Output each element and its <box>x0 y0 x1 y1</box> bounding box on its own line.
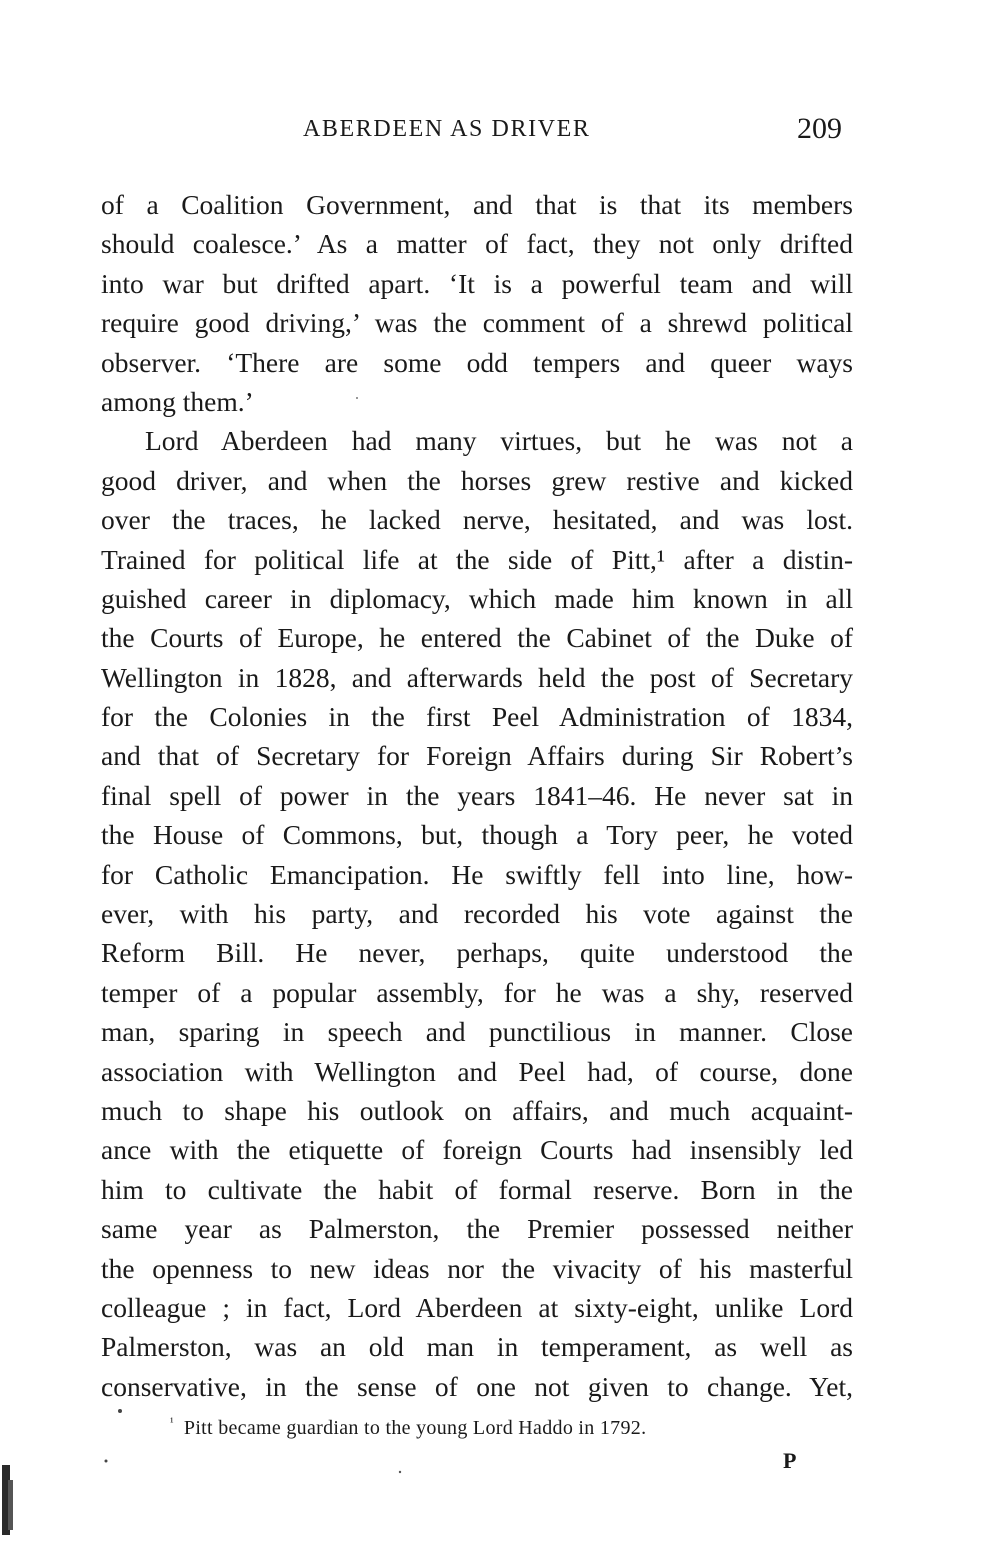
text-line: the openness to new ideas nor the vivacity of his masterful <box>101 1252 853 1284</box>
text-line: ance with the etiquette of foreign Courts had insensibly led <box>101 1134 853 1166</box>
text-line: Palmerston, was an old man in temperament, as well as <box>101 1331 853 1363</box>
text-line: the Courts of Europe, he entered the Cabinet of the Duke of <box>101 622 853 654</box>
footnote-mark: ¹ <box>170 1415 174 1429</box>
text-line: the House of Commons, but, though a Tory peer, he voted <box>101 819 853 851</box>
text-line: association with Wellington and Peel had, of course, done <box>101 1055 853 1087</box>
running-head <box>0 112 1000 152</box>
text-line: guished career in diplomacy, which made him known in all <box>101 582 853 614</box>
text-line: final spell of power in the years 1841–46. He never sat in <box>101 779 853 811</box>
scan-speck <box>399 1471 401 1473</box>
text-line: temper of a popular assembly, for he was a shy, reserved <box>101 976 853 1008</box>
text-line: much to shape his outlook on affairs, and much acquaint- <box>101 1094 853 1126</box>
signature-mark: P <box>783 1448 797 1473</box>
text-line: colleague ; in fact, Lord Aberdeen at sixty-eight, unlike Lord <box>101 1291 853 1323</box>
scan-edge-shadow <box>2 1465 10 1535</box>
paragraph-start-line: Lord Aberdeen had many virtues, but he was not a <box>145 425 853 457</box>
scan-speck <box>118 1409 122 1413</box>
text-line: into war but drifted apart. ‘It is a powerful team and will <box>101 267 853 299</box>
scan-speck <box>105 1460 108 1463</box>
text-line: same year as Palmerston, the Premier possessed neither <box>101 1213 853 1245</box>
footnote-text: Pitt became guardian to the young Lord Haddo in 1792. <box>183 1417 647 1439</box>
scan-edge-shadow <box>8 1480 13 1530</box>
text-line: good driver, and when the horses grew restive and kicked <box>101 464 853 496</box>
text-line: Wellington in 1828, and afterwards held the post of Secretary <box>101 661 853 693</box>
footnote <box>170 1415 646 1440</box>
text-line: conservative, in the sense of one not given to change. Yet, <box>101 1370 853 1402</box>
text-line: and that of Secretary for Foreign Affairs during Sir Robert’s <box>101 740 853 772</box>
text-line: ever, with his party, and recorded his vote against the <box>101 898 853 930</box>
text-line: should coalesce.’ As a matter of fact, they not only drifted <box>101 228 853 260</box>
text-line: over the traces, he lacked nerve, hesitated, and was lost. <box>101 504 853 536</box>
body-text <box>101 185 853 1406</box>
text-line: man, sparing in speech and punctilious in manner. Close <box>101 1016 853 1048</box>
text-line: among them.’ <box>101 385 254 417</box>
text-line: for Catholic Emancipation. He swiftly fell into line, how- <box>101 858 853 890</box>
text-line: of a Coalition Government, and that is that its members <box>101 189 853 220</box>
text-line: require good driving,’ was the comment of a shrewd political <box>101 307 853 339</box>
text-line: for the Colonies in the first Peel Administration of 1834, <box>101 701 853 733</box>
page-number: 209 <box>797 112 842 145</box>
text-line: observer. ‘There are some odd tempers and queer ways <box>101 346 853 378</box>
text-line: Trained for political life at the side of Pitt,¹ after a distin- <box>101 543 853 575</box>
text-line: him to cultivate the habit of formal reserve. Born in the <box>101 1173 853 1205</box>
text-line: Reform Bill. He never, perhaps, quite understood the <box>101 937 853 969</box>
running-title: ABERDEEN AS DRIVER <box>303 116 591 142</box>
